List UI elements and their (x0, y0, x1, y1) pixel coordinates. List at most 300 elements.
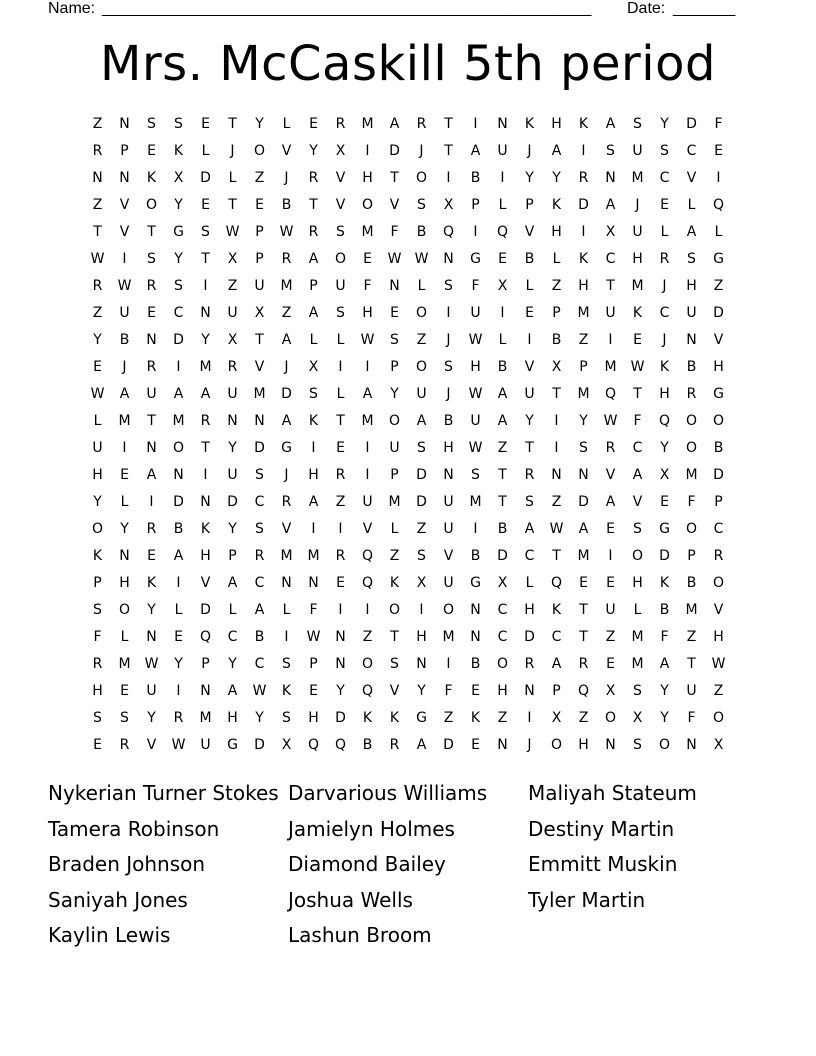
grid-letter: L (633, 602, 642, 618)
grid-letter: E (390, 305, 399, 321)
grid-letter: Z (335, 494, 346, 510)
grid-letter: X (416, 575, 427, 591)
word-list-item: Jamielyn Holmes (288, 816, 455, 841)
grid-letter: Q (334, 737, 347, 753)
grid-letter: Z (92, 197, 103, 213)
grid-letter: K (659, 359, 670, 375)
word-search-grid (84, 111, 732, 759)
grid-letter: U (524, 386, 535, 402)
grid-letter: M (361, 413, 374, 429)
grid-letter: S (282, 656, 291, 672)
grid-row (84, 705, 732, 732)
grid-letter: M (199, 359, 212, 375)
grid-letter: M (361, 116, 374, 132)
grid-letter: G (713, 251, 724, 267)
grid-letter: N (389, 278, 400, 294)
grid-letter: I (338, 359, 343, 375)
grid-letter: H (632, 575, 643, 591)
grid-letter: Y (93, 494, 102, 510)
grid-letter: N (119, 548, 130, 564)
grid-letter: P (714, 494, 723, 510)
grid-letter: H (308, 710, 319, 726)
grid-letter: V (524, 359, 535, 375)
grid-letter: E (174, 629, 183, 645)
grid-letter: S (633, 683, 642, 699)
grid-letter: O (685, 413, 698, 429)
grid-letter: X (227, 332, 238, 348)
grid-row (84, 219, 732, 246)
grid-letter: H (497, 683, 508, 699)
grid-letter: Q (361, 683, 374, 699)
grid-letter: B (362, 737, 373, 753)
grid-letter: Q (361, 548, 374, 564)
grid-row (84, 327, 732, 354)
grid-letter: S (336, 224, 345, 240)
grid-letter: T (498, 494, 507, 510)
grid-letter: P (525, 197, 534, 213)
grid-letter: O (415, 305, 428, 321)
grid-letter: A (605, 494, 616, 510)
grid-letter: S (633, 737, 642, 753)
grid-letter: Y (660, 440, 669, 456)
grid-row (84, 624, 732, 651)
grid-letter: K (362, 710, 373, 726)
word-list-item: Kaylin Lewis (48, 923, 171, 948)
grid-letter: Q (658, 413, 671, 429)
grid-letter: A (416, 413, 427, 429)
grid-letter: M (118, 413, 131, 429)
grid-letter: Z (92, 305, 103, 321)
grid-letter: B (686, 359, 697, 375)
grid-letter: N (470, 629, 481, 645)
grid-letter: V (146, 737, 157, 753)
grid-letter: R (335, 116, 346, 132)
grid-letter: D (227, 494, 238, 510)
grid-letter: Y (525, 170, 534, 186)
grid-letter: T (93, 224, 102, 240)
grid-letter: U (146, 683, 157, 699)
grid-letter: Z (551, 494, 562, 510)
grid-letter: Y (228, 440, 237, 456)
grid-letter: V (686, 170, 697, 186)
grid-row (84, 570, 732, 597)
grid-row (84, 489, 732, 516)
grid-letter: Y (417, 683, 426, 699)
page-title: Mrs. McCaskill 5th period (100, 36, 716, 92)
grid-letter: Q (361, 575, 374, 591)
date-blank-line: _______ (673, 0, 736, 17)
grid-letter: N (686, 332, 697, 348)
grid-letter: U (92, 440, 103, 456)
grid-letter: L (660, 224, 669, 240)
name-date-header (48, 0, 748, 20)
grid-letter: F (687, 494, 696, 510)
grid-letter: U (470, 305, 481, 321)
grid-letter: K (389, 710, 400, 726)
grid-letter: P (390, 359, 399, 375)
grid-letter: Y (390, 386, 399, 402)
grid-letter: B (686, 575, 697, 591)
grid-letter: H (92, 683, 103, 699)
grid-letter: R (281, 251, 292, 267)
grid-letter: Q (496, 224, 509, 240)
grid-letter: U (200, 737, 211, 753)
grid-letter: R (92, 278, 103, 294)
grid-letter: M (388, 494, 401, 510)
grid-letter: E (471, 737, 480, 753)
grid-letter: P (471, 197, 480, 213)
grid-letter: H (578, 278, 589, 294)
grid-letter: K (92, 548, 103, 564)
grid-letter: Z (416, 332, 427, 348)
grid-letter: Y (228, 656, 237, 672)
grid-letter: L (417, 278, 426, 294)
grid-letter: K (470, 710, 481, 726)
grid-letter: W (603, 413, 618, 429)
grid-letter: R (254, 548, 265, 564)
grid-letter: C (254, 575, 265, 591)
grid-row (84, 246, 732, 273)
grid-letter: U (632, 224, 643, 240)
grid-letter: S (174, 116, 183, 132)
grid-letter: X (281, 737, 292, 753)
grid-letter: I (608, 332, 613, 348)
grid-letter: W (252, 683, 267, 699)
grid-letter: Z (281, 305, 292, 321)
grid-letter: N (551, 467, 562, 483)
grid-letter: E (309, 116, 318, 132)
grid-letter: E (147, 143, 156, 159)
grid-letter: R (173, 710, 184, 726)
grid-letter: D (416, 494, 427, 510)
grid-letter: J (284, 359, 289, 375)
grid-letter: I (581, 224, 586, 240)
grid-letter: A (308, 305, 319, 321)
grid-letter: B (470, 170, 481, 186)
grid-letter: O (712, 413, 725, 429)
grid-letter: I (554, 440, 559, 456)
grid-letter: F (714, 116, 723, 132)
grid-letter: O (172, 440, 185, 456)
grid-letter: B (524, 251, 535, 267)
grid-letter: B (281, 197, 292, 213)
grid-letter: D (443, 737, 454, 753)
grid-letter: X (713, 737, 724, 753)
grid-letter: I (176, 683, 181, 699)
grid-letter: H (713, 629, 724, 645)
grid-letter: L (282, 116, 291, 132)
grid-letter: G (173, 224, 184, 240)
grid-letter: K (551, 602, 562, 618)
grid-letter: V (632, 494, 643, 510)
grid-letter: T (444, 143, 453, 159)
grid-letter: N (227, 413, 238, 429)
grid-letter: I (284, 629, 289, 645)
grid-letter: B (254, 629, 265, 645)
grid-letter: R (416, 116, 427, 132)
grid-letter: I (473, 521, 478, 537)
grid-letter: W (468, 386, 483, 402)
grid-letter: E (606, 575, 615, 591)
grid-letter: A (497, 386, 508, 402)
grid-letter: U (416, 386, 427, 402)
grid-letter: M (631, 170, 644, 186)
grid-letter: E (363, 251, 372, 267)
grid-letter: D (200, 602, 211, 618)
grid-letter: B (713, 440, 724, 456)
grid-letter: L (120, 629, 129, 645)
grid-letter: I (203, 278, 208, 294)
grid-letter: S (687, 251, 696, 267)
grid-letter: K (308, 413, 319, 429)
grid-letter: H (200, 548, 211, 564)
grid-letter: O (496, 656, 509, 672)
grid-letter: D (713, 305, 724, 321)
grid-letter: W (90, 386, 105, 402)
grid-letter: M (199, 710, 212, 726)
grid-letter: C (524, 548, 535, 564)
grid-letter: U (497, 143, 508, 159)
grid-letter: S (417, 440, 426, 456)
grid-letter: S (255, 467, 264, 483)
grid-letter: I (149, 494, 154, 510)
grid-letter: Q (712, 197, 725, 213)
grid-letter: M (577, 386, 590, 402)
grid-letter: R (335, 467, 346, 483)
grid-letter: U (605, 602, 616, 618)
grid-letter: N (335, 629, 346, 645)
grid-letter: S (633, 521, 642, 537)
grid-letter: V (200, 575, 211, 591)
grid-letter: A (146, 467, 157, 483)
grid-letter: A (605, 197, 616, 213)
grid-letter: F (309, 602, 318, 618)
grid-letter: N (470, 602, 481, 618)
grid-letter: I (338, 602, 343, 618)
grid-letter: G (470, 575, 481, 591)
grid-letter: M (280, 548, 293, 564)
grid-letter: A (227, 575, 238, 591)
grid-letter: F (633, 413, 642, 429)
grid-letter: I (365, 143, 370, 159)
grid-letter: K (632, 305, 643, 321)
grid-letter: F (687, 710, 696, 726)
grid-letter: Z (443, 710, 454, 726)
grid-letter: E (120, 467, 129, 483)
grid-letter: R (92, 656, 103, 672)
grid-letter: K (659, 575, 670, 591)
grid-letter: X (335, 143, 346, 159)
grid-letter: V (335, 197, 346, 213)
grid-letter: M (631, 656, 644, 672)
grid-letter: T (255, 332, 264, 348)
grid-letter: N (497, 116, 508, 132)
grid-letter: Y (255, 116, 264, 132)
grid-letter: X (497, 575, 508, 591)
grid-letter: W (279, 224, 294, 240)
grid-letter: L (282, 602, 291, 618)
grid-letter: R (146, 359, 157, 375)
grid-letter: A (686, 224, 697, 240)
grid-letter: T (390, 629, 399, 645)
grid-letter: R (578, 170, 589, 186)
grid-letter: P (255, 251, 264, 267)
grid-letter: A (578, 521, 589, 537)
name-blank-line: _______________________________________________________ (102, 0, 592, 17)
grid-row (84, 651, 732, 678)
grid-letter: A (416, 737, 427, 753)
grid-letter: C (254, 656, 265, 672)
grid-letter: O (91, 521, 104, 537)
grid-letter: E (633, 332, 642, 348)
grid-letter: C (551, 629, 562, 645)
grid-letter: Z (389, 548, 400, 564)
grid-row (84, 462, 732, 489)
grid-letter: Y (525, 413, 534, 429)
grid-letter: A (281, 413, 292, 429)
grid-letter: Q (577, 683, 590, 699)
grid-letter: S (174, 278, 183, 294)
grid-letter: C (659, 170, 670, 186)
grid-letter: L (228, 602, 237, 618)
grid-letter: V (713, 602, 724, 618)
grid-letter: X (605, 683, 616, 699)
grid-letter: N (578, 467, 589, 483)
grid-letter: U (686, 305, 697, 321)
grid-letter: W (468, 332, 483, 348)
grid-letter: R (308, 170, 319, 186)
grid-letter: K (200, 521, 211, 537)
grid-letter: I (527, 710, 532, 726)
grid-letter: T (579, 602, 588, 618)
grid-letter: D (335, 710, 346, 726)
grid-letter: R (524, 467, 535, 483)
grid-letter: R (146, 521, 157, 537)
grid-letter: E (660, 197, 669, 213)
grid-letter: B (551, 332, 562, 348)
grid-letter: Z (605, 629, 616, 645)
grid-letter: L (309, 332, 318, 348)
grid-letter: U (335, 278, 346, 294)
grid-letter: Z (551, 278, 562, 294)
grid-letter: G (281, 440, 292, 456)
grid-letter: S (660, 143, 669, 159)
grid-letter: R (146, 278, 157, 294)
grid-letter: E (606, 656, 615, 672)
grid-row (84, 273, 732, 300)
grid-letter: I (554, 413, 559, 429)
grid-letter: S (390, 332, 399, 348)
grid-letter: R (713, 548, 724, 564)
grid-letter: E (660, 494, 669, 510)
grid-letter: C (713, 521, 724, 537)
grid-letter: E (525, 305, 534, 321)
grid-letter: A (173, 548, 184, 564)
grid-letter: A (551, 143, 562, 159)
grid-letter: E (255, 197, 264, 213)
grid-letter: V (119, 224, 130, 240)
grid-letter: P (309, 278, 318, 294)
grid-letter: N (686, 737, 697, 753)
grid-letter: Z (686, 629, 697, 645)
grid-letter: K (173, 143, 184, 159)
grid-letter: Y (660, 710, 669, 726)
grid-letter: G (659, 521, 670, 537)
grid-letter: K (524, 116, 535, 132)
grid-letter: O (712, 575, 725, 591)
grid-letter: V (524, 224, 535, 240)
grid-letter: M (469, 494, 482, 510)
grid-letter: T (309, 197, 318, 213)
grid-letter: S (444, 359, 453, 375)
grid-letter: O (685, 521, 698, 537)
grid-letter: Z (713, 278, 724, 294)
word-column (528, 778, 768, 920)
grid-letter: A (389, 116, 400, 132)
grid-letter: D (416, 467, 427, 483)
grid-letter: E (201, 116, 210, 132)
grid-letter: N (146, 440, 157, 456)
grid-letter: R (605, 440, 616, 456)
grid-letter: H (119, 575, 130, 591)
grid-row (84, 516, 732, 543)
grid-letter: S (444, 278, 453, 294)
grid-letter: H (551, 116, 562, 132)
grid-letter: I (500, 170, 505, 186)
grid-letter: X (254, 305, 265, 321)
grid-letter: S (120, 710, 129, 726)
grid-letter: I (419, 602, 424, 618)
grid-letter: Y (552, 170, 561, 186)
grid-letter: M (253, 386, 266, 402)
grid-letter: T (201, 251, 210, 267)
grid-letter: L (525, 575, 534, 591)
grid-letter: B (470, 656, 481, 672)
grid-letter: D (497, 548, 508, 564)
grid-letter: T (498, 467, 507, 483)
grid-letter: J (446, 332, 451, 348)
grid-letter: Q (442, 224, 455, 240)
grid-letter: W (387, 251, 402, 267)
grid-letter: W (117, 278, 132, 294)
grid-letter: V (389, 197, 400, 213)
grid-letter: H (362, 305, 373, 321)
grid-letter: E (309, 683, 318, 699)
grid-letter: B (443, 413, 454, 429)
grid-letter: E (336, 575, 345, 591)
grid-letter: T (444, 116, 453, 132)
grid-letter: Y (174, 197, 183, 213)
grid-letter: I (311, 440, 316, 456)
grid-letter: T (552, 386, 561, 402)
grid-letter: G (713, 386, 724, 402)
word-list-item: Joshua Wells (288, 887, 413, 912)
grid-letter: N (308, 575, 319, 591)
grid-letter: H (470, 359, 481, 375)
grid-letter: O (658, 737, 671, 753)
grid-letter: L (228, 170, 237, 186)
grid-letter: J (284, 170, 289, 186)
grid-letter: Z (362, 629, 373, 645)
grid-letter: S (93, 710, 102, 726)
grid-letter: R (281, 494, 292, 510)
grid-letter: E (147, 305, 156, 321)
grid-letter: V (281, 521, 292, 537)
grid-letter: D (254, 440, 265, 456)
grid-letter: Y (579, 413, 588, 429)
grid-letter: I (176, 359, 181, 375)
grid-letter: T (147, 413, 156, 429)
